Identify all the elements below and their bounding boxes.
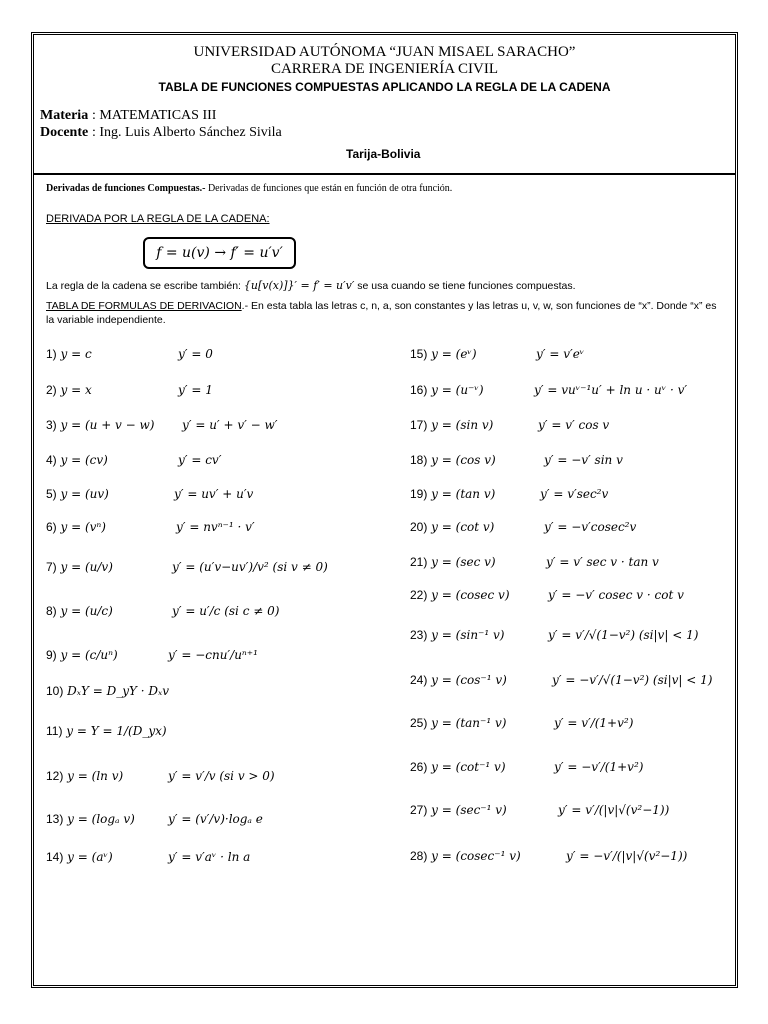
formula-number: 24) — [410, 673, 428, 687]
formula-number: 2) — [46, 383, 57, 397]
alt-text-end: se usa cuando se tiene funciones compuestas. — [354, 280, 576, 292]
formula-number: 28) — [410, 849, 428, 863]
formula-function: y = (uv) — [60, 487, 109, 501]
intro-text: Derivadas de funciones que están en función de otra función. — [205, 183, 453, 194]
formula-11 — [46, 724, 167, 738]
formula-function: y = (u/c) — [60, 604, 113, 618]
formula-27 — [410, 803, 670, 817]
formula-function: y = (u/v) — [60, 560, 113, 574]
chain-rule-formula-box — [143, 237, 296, 269]
career-name: CARRERA DE INGENIERÍA CIVIL — [270, 61, 499, 77]
formula-function: y = (cosec v) — [431, 588, 510, 602]
location-label: Tarija-Bolivia — [346, 147, 421, 161]
table-intro-text: .- En esta tabla las letras c, n, a, son constantes y las letras u, v, w, son funciones de “x”. Donde “x” es la variable independiente. — [46, 300, 717, 326]
formula-13 — [46, 812, 263, 826]
formula-function: y = (sin v) — [431, 418, 494, 432]
formula-function: y = (c/uⁿ) — [60, 648, 118, 662]
formula-function: y = (cot v) — [431, 520, 495, 534]
formula-function: DₓY = D_yY · Dₓv — [67, 684, 170, 698]
table-intro-paragraph — [46, 299, 726, 327]
formula-derivative: y′ = 0 — [178, 347, 213, 361]
formula-derivative: y′ = u′ + v′ − w′ — [182, 418, 278, 432]
formula-derivative: y′ = u′/c (si c ≠ 0) — [172, 604, 280, 618]
formula-number: 14) — [46, 850, 64, 864]
formula-number: 23) — [410, 628, 428, 642]
formula-derivative: y′ = −v′cosec²v — [544, 520, 637, 534]
formula-function: y = c — [60, 347, 92, 361]
formula-derivative: y′ = v′aᵛ · ln a — [168, 850, 251, 864]
formula-function: y = Y = 1/(D_yx) — [66, 724, 167, 738]
docente-value: : Ing. Luis Alberto Sánchez Sivila — [92, 125, 282, 140]
formula-derivative: y′ = vuᵛ⁻¹u′ + ln u · uᵛ · v′ — [534, 383, 688, 397]
formula-derivative: y′ = −v′/(|v|√(v²−1)) — [566, 849, 688, 863]
formula-number: 26) — [410, 760, 428, 774]
formula-number: 1) — [46, 347, 57, 361]
formula-function: y = (ln v) — [67, 769, 124, 783]
formula-number: 18) — [410, 453, 428, 467]
formula-function: y = (cosec⁻¹ v) — [431, 849, 521, 863]
chain-rule-heading: DERIVADA POR LA REGLA DE LA CADENA: — [46, 213, 270, 225]
formula-function: y = (tan⁻¹ v) — [431, 716, 507, 730]
formula-number: 27) — [410, 803, 428, 817]
formula-number: 15) — [410, 347, 428, 361]
formula-7 — [46, 560, 328, 574]
formula-function: y = (aᵛ) — [67, 850, 113, 864]
formula-3 — [46, 418, 278, 432]
formula-function: y = (vⁿ) — [60, 520, 106, 534]
formula-function: y = (logₐ v) — [67, 812, 135, 826]
formula-number: 17) — [410, 418, 428, 432]
docente-row — [40, 125, 282, 141]
formula-derivative: y′ = v′/v (si v > 0) — [168, 769, 275, 783]
table-intro-heading: TABLA DE FORMULAS DE DERIVACION — [46, 300, 242, 312]
formula-derivative: y′ = nvⁿ⁻¹ · v′ — [176, 520, 255, 534]
formula-24 — [410, 673, 713, 687]
formula-18 — [410, 453, 623, 467]
formula-23 — [410, 628, 699, 642]
formula-19 — [410, 487, 609, 501]
materia-value: : MATEMATICAS III — [92, 108, 217, 123]
formula-5 — [46, 487, 254, 501]
formula-number: 4) — [46, 453, 57, 467]
formula-number: 19) — [410, 487, 428, 501]
document-header — [34, 36, 735, 175]
formula-function: y = x — [60, 383, 92, 397]
formula-function: y = (sec⁻¹ v) — [431, 803, 507, 817]
formula-function: y = (cot⁻¹ v) — [431, 760, 506, 774]
alt-formula: {u[v(x)]}′ = f′ = u′v′ — [243, 279, 355, 292]
formula-function: y = (cos⁻¹ v) — [431, 673, 507, 687]
formula-number: 21) — [410, 555, 428, 569]
formula-20 — [410, 520, 637, 534]
materia-label: Materia — [40, 108, 89, 123]
formula-16 — [410, 383, 688, 397]
formula-function: y = (tan v) — [431, 487, 496, 501]
formula-number: 22) — [410, 588, 428, 602]
formula-number: 11) — [46, 724, 63, 738]
formula-number: 5) — [46, 487, 57, 501]
formula-derivative: y′ = −v′/√(1−v²) (si|v| < 1) — [552, 673, 713, 687]
formula-number: 10) — [46, 684, 64, 698]
formula-derivative: y′ = v′/(1+v²) — [554, 716, 634, 730]
formula-derivative: y′ = v′/√(1−v²) (si|v| < 1) — [548, 628, 699, 642]
formula-25 — [410, 716, 634, 730]
formula-derivative: y′ = v′eᵛ — [536, 347, 585, 361]
formula-number: 25) — [410, 716, 428, 730]
chain-rule-alt-line — [46, 279, 576, 292]
formula-derivative: y′ = −v′ cosec v · cot v — [548, 588, 684, 602]
university-name: UNIVERSIDAD AUTÓNOMA “JUAN MISAEL SARACHO” — [193, 44, 576, 60]
formula-22 — [410, 588, 684, 602]
formula-1 — [46, 347, 213, 361]
document-title: TABLA DE FUNCIONES COMPUESTAS APLICANDO LA REGLA DE LA CADENA — [158, 80, 611, 94]
formula-derivative: y′ = cv′ — [178, 453, 222, 467]
formula-function: y = (cv) — [60, 453, 108, 467]
alt-text-start: La regla de la cadena se escribe también: — [46, 280, 244, 292]
formula-15 — [410, 347, 585, 361]
formula-derivative: y′ = v′/(|v|√(v²−1)) — [558, 803, 670, 817]
formula-12 — [46, 769, 275, 783]
formula-number: 12) — [46, 769, 64, 783]
formula-function: y = (eᵛ) — [431, 347, 477, 361]
formula-9 — [46, 648, 258, 662]
formula-function: y = (sin⁻¹ v) — [431, 628, 505, 642]
docente-label: Docente — [40, 125, 89, 140]
formula-10 — [46, 684, 169, 698]
formula-28 — [410, 849, 688, 863]
materia-row — [40, 108, 216, 124]
formula-number: 9) — [46, 648, 57, 662]
formula-26 — [410, 760, 644, 774]
formula-6 — [46, 520, 255, 534]
formula-function: y = (u⁻ᵛ) — [431, 383, 484, 397]
formula-derivative: y′ = v′sec²v — [540, 487, 609, 501]
formula-derivative: y′ = −cnu′/uⁿ⁺¹ — [168, 648, 258, 662]
formula-derivative: y′ = −v′/(1+v²) — [554, 760, 644, 774]
formula-number: 13) — [46, 812, 64, 826]
formula-17 — [410, 418, 610, 432]
formula-number: 16) — [410, 383, 428, 397]
formula-8 — [46, 604, 280, 618]
formula-number: 3) — [46, 418, 57, 432]
formula-14 — [46, 850, 251, 864]
formula-number: 20) — [410, 520, 428, 534]
formula-number: 8) — [46, 604, 57, 618]
formula-derivative: y′ = (u′v−uv′)/v² (si v ≠ 0) — [172, 560, 328, 574]
formula-21 — [410, 555, 659, 569]
intro-line — [46, 183, 452, 194]
formula-derivative: y′ = v′ sec v · tan v — [546, 555, 659, 569]
formula-number: 7) — [46, 560, 57, 574]
formula-function: y = (cos v) — [431, 453, 496, 467]
formula-2 — [46, 383, 213, 397]
intro-bold: Derivadas de funciones Compuestas.- — [46, 183, 206, 194]
formula-derivative: y′ = (v′/v)·logₐ e — [168, 812, 263, 826]
page-border — [31, 32, 738, 988]
formula-derivative: y′ = uv′ + u′v — [174, 487, 254, 501]
formula-function: y = (u + v − w) — [60, 418, 155, 432]
formula-number: 6) — [46, 520, 57, 534]
formula-derivative: y′ = −v′ sin v — [544, 453, 623, 467]
formula-derivative: y′ = 1 — [178, 383, 213, 397]
chain-rule-formula: f = u(v) → f′ = u′v′ — [156, 245, 283, 261]
formula-derivative: y′ = v′ cos v — [538, 418, 610, 432]
formula-4 — [46, 453, 222, 467]
formula-function: y = (sec v) — [431, 555, 496, 569]
